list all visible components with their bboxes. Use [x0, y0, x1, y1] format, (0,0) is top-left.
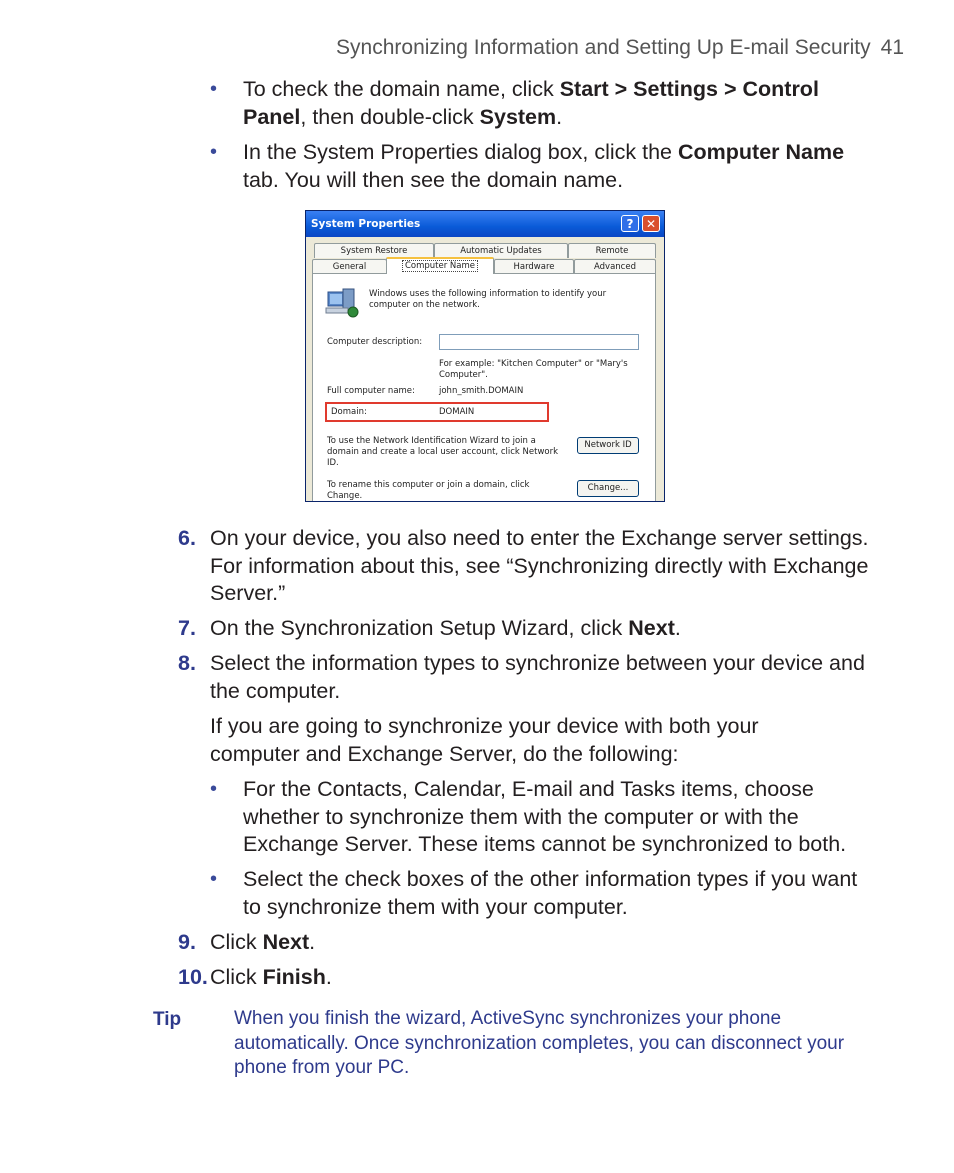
full-name-value: john_smith.DOMAIN: [439, 386, 524, 396]
tab-computer-name[interactable]: [386, 257, 494, 274]
system-properties-dialog: [305, 210, 665, 502]
step-paragraph: If you are going to synchronize your device with both your computer and Exchange Server, do the following:: [210, 714, 759, 766]
tab-system-restore[interactable]: System Restore: [314, 243, 434, 258]
bullet-item: [210, 866, 863, 921]
tab-general[interactable]: General: [312, 259, 387, 274]
computer-name-panel: [312, 273, 656, 502]
step-item: [178, 615, 880, 643]
bullet-dot: •: [210, 141, 218, 163]
tab-automatic-updates[interactable]: Automatic Updates: [434, 243, 568, 258]
step-item: [178, 525, 880, 608]
step-number: 6.: [178, 526, 196, 550]
step-item: [178, 650, 880, 705]
page-number: 41: [880, 36, 904, 59]
text-run: On the Synchronization Setup Wizard, click: [210, 616, 629, 640]
text-run: tab. You will then see the domain name.: [243, 167, 624, 192]
tip-text: When you finish the wizard, ActiveSync synchronizes your phone automatically. Once synchronization completes, you can disconnect your phone from your PC.: [234, 1008, 845, 1078]
dialog-title-bar: [306, 211, 664, 237]
text-run: To check the domain name, click: [243, 77, 560, 101]
example-text: For example: "Kitchen Computer" or "Mary's Computer".: [439, 359, 628, 380]
text-run-bold: Next: [628, 616, 675, 640]
text-run-bold: Start > Settings > Control Panel: [243, 77, 819, 129]
text-run-bold: Computer Name: [678, 140, 845, 164]
header-title: Synchronizing Information and Setting Up E-mail Security: [336, 36, 871, 59]
text-run-bold: Finish: [262, 965, 326, 989]
text-run: For the Contacts, Calendar, E-mail and Tasks items, choose whether to synchronize them with the computer or with the Exchange Server. These items cannot be synchronized to both.: [243, 777, 847, 856]
text-run: On your device, you also need to enter the Exchange server settings. For information about this, see “Synchronizing directly with Exchange Server.”: [210, 526, 869, 605]
text-run-bold: Next: [262, 930, 310, 954]
step-item: [178, 929, 880, 957]
rename-text: To rename this computer or join a domain, click Change.: [327, 480, 530, 501]
intro-text: Windows uses the following information to identify your computer on the network.: [369, 289, 607, 310]
change-button[interactable]: Change...: [577, 480, 639, 497]
full-name-label: Full computer name:: [327, 386, 415, 396]
bullet-dot: •: [210, 778, 218, 800]
tip-label: Tip: [153, 1009, 182, 1030]
text-run: Select the check boxes of the other information types if you want to synchronize them with your computer.: [243, 867, 858, 919]
tab-advanced[interactable]: Advanced: [574, 259, 656, 274]
text-run: .: [309, 930, 316, 954]
step-number: 9.: [178, 930, 196, 954]
domain-label: Domain:: [331, 407, 367, 417]
step-number: 8.: [178, 651, 196, 675]
close-icon[interactable]: ✕: [642, 215, 660, 232]
network-id-text: To use the Network Identification Wizard to join a domain and create a local user account, click Network ID.: [327, 436, 559, 468]
tab-hardware[interactable]: Hardware: [494, 259, 574, 274]
text-run: .: [325, 965, 332, 989]
text-run: .: [556, 104, 563, 129]
domain-value: DOMAIN: [439, 407, 475, 417]
bullet-item: [210, 776, 883, 859]
network-id-button[interactable]: Network ID: [577, 437, 639, 454]
text-run-bold: System: [479, 104, 557, 129]
bullet-item: [210, 139, 883, 194]
step-item: [178, 964, 880, 992]
bullet-dot: •: [210, 868, 218, 890]
text-run: .: [674, 616, 681, 640]
computer-icon: [325, 286, 361, 320]
dialog-title: System Properties: [311, 218, 421, 230]
step-number: 7.: [178, 616, 196, 640]
text-run: , then double-click: [300, 104, 480, 129]
page-header: [336, 36, 904, 60]
bullet-dot: •: [210, 78, 218, 100]
text-run: Click: [210, 930, 263, 954]
help-icon[interactable]: ?: [621, 215, 639, 232]
bullet-item: [210, 76, 883, 131]
computer-description-input[interactable]: [439, 334, 639, 350]
step-number: 10.: [178, 965, 208, 989]
text-run: Click: [210, 965, 263, 989]
tab-computer-name-label: Computer Name: [402, 260, 478, 272]
text-run: In the System Properties dialog box, click the: [243, 140, 678, 164]
computer-description-label: Computer description:: [327, 337, 423, 347]
tab-remote[interactable]: Remote: [568, 243, 656, 258]
text-run: Select the information types to synchronize between your device and the computer.: [210, 651, 865, 703]
